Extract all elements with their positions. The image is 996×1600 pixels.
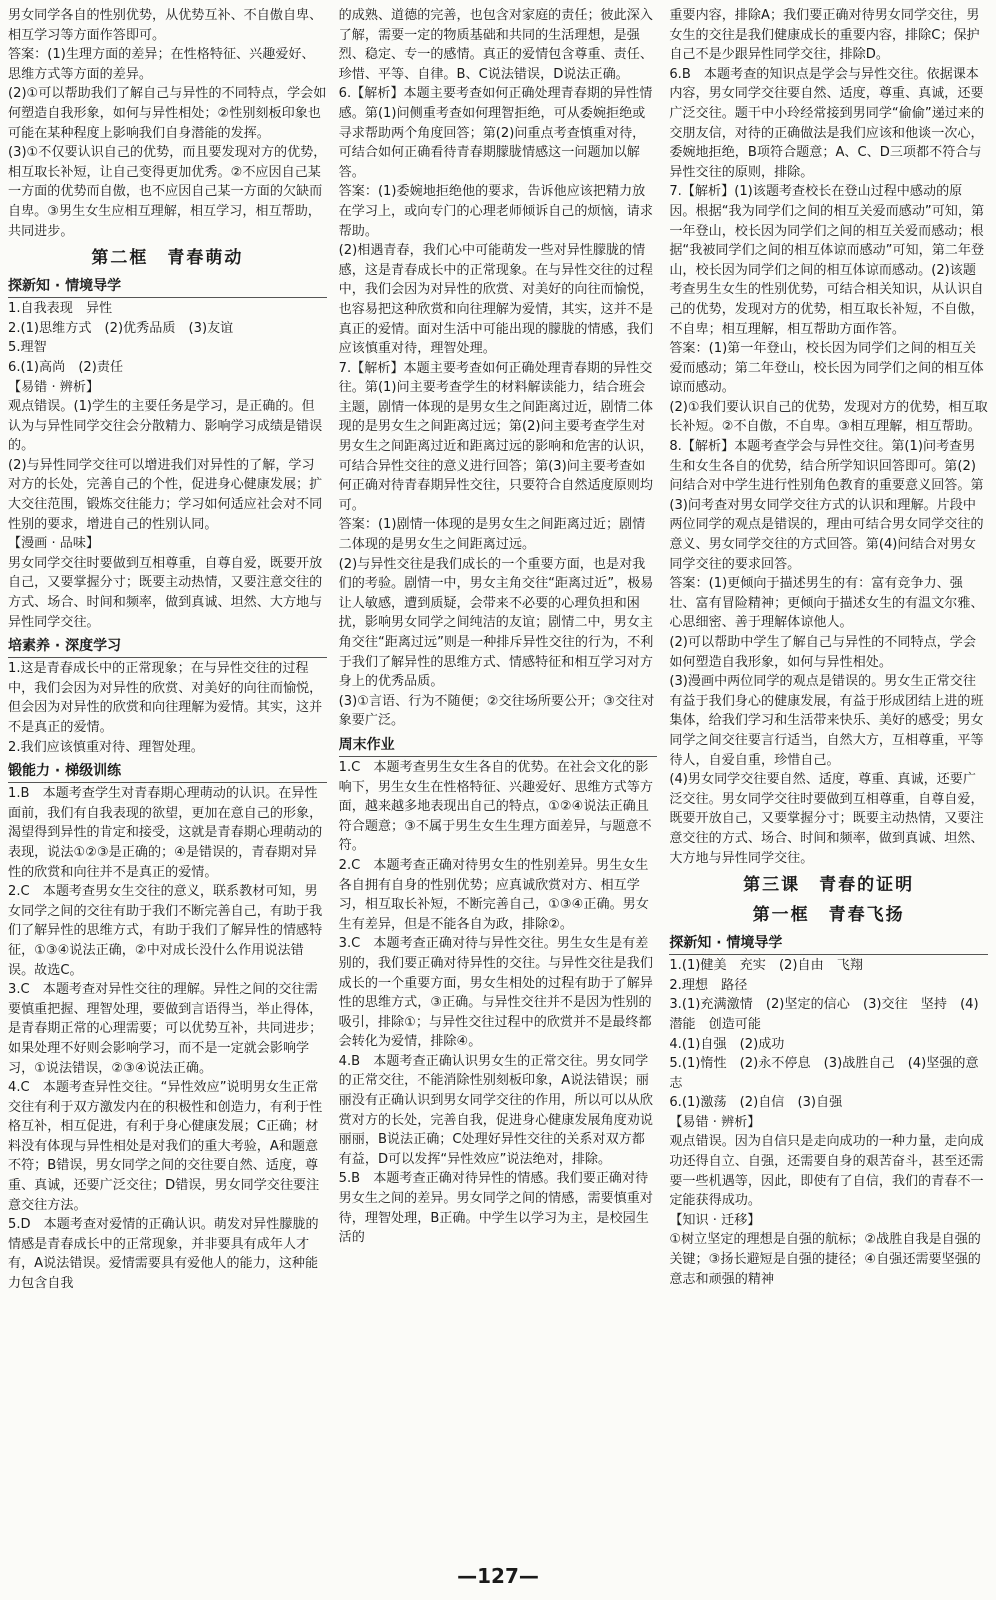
text-paragraph: (3)漫画中两位同学的观点是错误的。男女生正常交往有益于我们身心的健康发展，有益于形成团结上进的班集体，给我们学习和生活带来快乐、美好的感受；男女同学之间交往要言行适当，自然大方，互相尊重，平等待人，自爱自重，珍惜自己。: [669, 674, 984, 768]
text-paragraph: 1.自我表现 异性: [8, 301, 113, 317]
text-paragraph: 观点错误。(1)学生的主要任务是学习，是正确的。但认为与异性同学交往会分散精力、影响学习成绩是错误的。: [8, 399, 323, 454]
text-paragraph: (2)与异性交往是我们成长的一个重要方面，也是对我们的考验。剧情一中，男女主角交往“距离过近”，极易让人敏感，遭到质疑，会带来不必要的心理负担和困扰，影响男女同学之间纯洁的友谊；剧情二中，男女主角交往“距离过远”则是一种排斥异性交往的行为，不利于我们了解异性的思维方式、情感特征和相互学习对方身上的优秀品质。: [338, 556, 654, 690]
text-paragraph: 重要内容，排除A；我们要正确对待男女同学交往，男女生的交往是我们健康成长的重要内容，排除C；保护自己不是少跟异性同学交往，排除D。: [669, 8, 980, 63]
text-paragraph: (2)可以帮助中学生了解自己与异性的不同特点，学会如何塑造自我形象，如何与异性相处。: [669, 635, 976, 670]
answer-item: 6.【解析】本题主要考查如何正确处理青春期的异性情感。第(1)问侧重考查如何理智拒绝，可从委婉拒绝或寻求帮助两个角度回答；第(2)问重点考查慎重对待，可结合如何正确看待青春期朦胧情感这一问题加以解答。: [338, 86, 653, 180]
text-paragraph: 2.我们应该慎重对待、理智处理。: [8, 739, 204, 755]
text-paragraph: 1.这是青春成长中的正常现象；在与异性交往的过程中，我们会因为对异性的欣赏、对美好的向往而愉悦，但会因为对异性的欣赏和向往理解为爱情。其实，这并不是真正的爱情。: [8, 661, 323, 735]
section-title: 第二框 青春萌动: [91, 248, 244, 269]
answer-item: 5.D 本题考查对爱情的正确认识。萌发对异性朦胧的情感是青春成长中的正常现象，并非要具有成年人才有，A说法错误。爱情需要具有爱他人的能力，这种能力包含自我: [8, 1217, 319, 1292]
subsection-heading: 周末作业: [339, 734, 658, 757]
answer-item: 4.B 本题考查正确认识男女生的正常交往。男女同学的正常交往，不能消除性别刻板印象，A说法错误；丽丽没有正确认识到男女同学交往的作用，所以可以从欣赏对方的长处，完善自我，促进身心健康发展角度劝说丽丽，B说法正确；C处理好异性交往的关系对双方都有益，D可以发挥“异性效应”说法绝对，排除。: [338, 1053, 653, 1167]
text-paragraph: (2)①可以帮助我们了解自己与异性的不同特点，学会如何塑造自我形象，如何与异性相处；②性别刻板印象也可能在某种程度上影响我们自身潜能的发挥。: [8, 86, 327, 141]
text-paragraph: 6.(1)高尚 (2)责任: [8, 359, 124, 375]
text-paragraph: (3)①言语、行为不随便；②交往场所要公开；③交往对象要广泛。: [338, 693, 655, 729]
text-paragraph: 【易错 · 辨析】: [8, 379, 100, 395]
text-paragraph: 男女同学各自的性别优势，从优势互补、不自傲自卑、相互学习等方面作答即可。: [8, 8, 323, 43]
answer-item: 7.【解析】本题主要考查如何正确处理青春期的异性交往。第(1)问主要考查学生的材料解读能力，结合班会主题，剧情一体现的是男女生之间距离过近，剧情二体现的是男女生之间距离过远；第(2)问主要考查学生对男女生之间距离过近和距离过远的影响和危害的认识，可结合异性交往的意义进行回答；第(3)问主要考查如何正确对待青春期异性交往，只要符合自然适度原则均可。: [338, 360, 653, 513]
answer-item: 6.B 本题考查的知识点是学会与异性交往。依据课本内容，男女同学交往要自然、适度，尊重、真诚，还要广泛交往。题干中小玲经常接到男同学“偷偷”递过来的交朋友信，对待的正确做法是我们应该和他谈一次心，委婉地拒绝，B项符合题意；A、C、D三项都不符合与异性交往的原则，排除。: [669, 66, 985, 180]
answer-item: 4.C 本题考查异性交往。“异性效应”说明男女生正常交往有利于双方激发内在的积极性和创造力，有利于性格互补，相互促进，有利于身心健康发展；C正确；材料没有体现与异性相处是对我们的重大考验，A和题意不符；B错误，男女同学之间的交往要自然、适度，尊重、真诚，还要广泛交往；D错误，男女同学交往要注意交往方法。: [8, 1080, 323, 1213]
text-paragraph: 【知识 · 迁移】: [669, 1212, 761, 1228]
answer-item: 7.【解析】(1)该题考查校长在登山过程中感动的原因。根据“我为同学们之间的相互关爱而感动”可知，第一年登山，校长因为同学们之间的相互关爱而感动；根据“我被同学们之间的相互体谅而感动”可知，第二年登山，校长因为同学们之间的相互体谅而感动。(2)该题考查男生女生的性别优势，可结合相关知识，从认识自己的优势，发现对方的优势，相互取长补短，不自傲，不自卑；相互理解，相互帮助方面作答。: [669, 184, 985, 337]
text-paragraph: 1.(1)健美 充实 (2)自由 飞翔: [669, 958, 863, 974]
answer-item: 1.B 本题考查学生对青春期心理萌动的认识。在异性面前，我们有自我表现的欲望，更加在意自己的形象，渴望得到异性的肯定和接受，这就是青春期心理萌动的表现，说法①②③是正确的；④是错误的，青春期对异性的欣赏和向往并不是真正的爱情。: [8, 786, 323, 880]
text-paragraph: (2)与异性同学交往可以增进我们对异性的了解，学习对方的长处，完善自己的个性，促进身心健康发展；扩大交往范围，锻炼交往能力；学习如何适应社会对不同性别的要求，增进自己的性别认同。: [8, 457, 323, 532]
text-paragraph: 2.(1)思维方式 (2)优秀品质 (3)友谊: [8, 320, 234, 336]
text-paragraph: (3)①不仅要认识自己的优势，而且要发现对方的优势，相互取长补短，让自己变得更加优秀。②不应因自己某一方面的优势而自傲，也不应因自己某一方面的欠缺而自卑。③男生女生应相互理解，相互学习，相互帮助，共同进步。: [8, 145, 327, 239]
text-paragraph: 答案：(1)更倾向于描述男生的有：富有竞争力、强壮、富有冒险精神；更倾向于描述女生的有温文尔雅、心思细密、善于理解体谅他人。: [669, 576, 984, 631]
text-paragraph: 答案：(1)委婉地拒绝他的要求，告诉他应该把精力放在学习上，或向专门的心理老师倾诉自己的烦恼，请求帮助。: [338, 184, 653, 239]
text-columns: [8, 6, 988, 1561]
section-title: 第三课 青春的证明: [743, 875, 915, 896]
text-paragraph: 3.(1)充满激情 (2)坚定的信心 (3)交往 坚持 (4)潜能 创造可能: [669, 997, 979, 1032]
text-paragraph: 男女同学交往时要做到互相尊重，自尊自爱，既要开放自己，又要掌握分寸；既要主动热情，又要注意交往的方式、场合、时间和频率，做到真诚、坦然、大方地与异性同学交往。: [8, 555, 323, 630]
column-middle: [339, 6, 658, 1561]
text-paragraph: 4.(1)自强 (2)成功: [669, 1036, 785, 1052]
column-right: [669, 6, 988, 1561]
text-paragraph: (2)相遇青春，我们心中可能萌发一些对异性朦胧的情感，这是青春成长中的正常现象。在与异性交往的过程中，我们会因为对异性的欣赏、对美好的向往而愉悦，也容易把这种欣赏和向往理解为爱情，其实，这并不是真正的爱情。面对生活中可能出现的朦胧的情感，我们应该慎重对待，理智处理。: [338, 243, 653, 357]
text-paragraph: 观点错误。因为自信只是走向成功的一种力量，走向成功还得自立、自强，还需要自身的艰苦奋斗，甚至还需要一些机遇等，因此，即使有了自信，我们的青春不一定能获得成功。: [669, 1134, 984, 1209]
answer-item: 3.C 本题考查正确对待与异性交往。男生女生是有差别的，我们要正确对待异性的交往。与异性交往是我们成长的一个重要方面，男女生相处的过程有助于了解异性的思维方式，③正确。与异性交往并不是因为性别的吸引，排除①；与异性交往过程中的欣赏并不是最终都会转化为爱情，排除④。: [338, 936, 653, 1050]
answer-item: 5.B 本题考查正确对待异性的情感。我们要正确对待男女生之间的差异。男女同学之间的情感，需要慎重对待，理智处理，B正确。中学生以学习为主，是校园生活的: [338, 1171, 653, 1246]
subsection-heading: 探新知 · 情境导学: [8, 275, 327, 298]
text-paragraph: 【易错 · 辨析】: [669, 1114, 761, 1130]
answer-item: 1.C 本题考查男生女生各自的优势。在社会文化的影响下，男生女生在性格特征、兴趣爱好、思维方式等方面，越来越多地表现出自己的特点，①②④说法正确且符合题意；③不属于男生女生生理方面差异，与题意不符。: [338, 759, 653, 854]
answer-item: 2.C 本题考查正确对待男女生的性别差异。男生女生各自拥有自身的性别优势；应真诚欣赏对方、相互学习，相互取长补短，不断完善自己，①③④正确。男女生有差异，但是不能各自为政，排除②。: [338, 857, 649, 932]
section-title: 第一框 青春飞扬: [752, 905, 905, 926]
answer-item: 8.【解析】本题考查学会与异性交往。第(1)问考查男生和女生各自的优势，结合所学知识回答即可。第(2)问结合对中学生进行性别角色教育的重要意义回答。第(3)问考查对男女同学交往方式的认识和理解。片段中两位同学的观点是错误的，理由可结合男女同学交往的意义、男女同学交往的方式回答。第(4)问结合对男女同学交往的要求回答。: [669, 439, 984, 572]
text-paragraph: (4)男女同学交往要自然、适度，尊重、真诚，还要广泛交往。男女同学交往时要做到互相尊重，自尊自爱，既要开放自己，又要掌握分寸；既要主动热情，又要注意交往的方式、场合、时间和频率，做到真诚、坦然、大方地与异性同学交往。: [669, 772, 984, 866]
answer-item: 2.C 本题考查男女生交往的意义，联系教材可知，男女同学之间的交往有助于我们不断完善自己，有助于我们了解异性的思维方式，有助于我们了解异性的情感特征，①③④说法正确，②中对成长没什么作用说法错误。故选C。: [8, 884, 323, 978]
text-paragraph: 5.理智: [8, 340, 47, 356]
subsection-heading: 培素养 · 深度学习: [8, 635, 327, 658]
answer-item: 3.C 本题考查对异性交往的理解。异性之间的交往需要慎重把握、理智处理，要做到言语得当，举止得体，是青春期正常的心理需要；可以优势互补，共同进步；如果处理不好则会影响学习，而不是一定就会影响学习，①说法错误，②③④说法正确。: [8, 982, 323, 1076]
text-paragraph: 的成熟、道德的完善，也包含对家庭的责任；彼此深入了解，需要一定的物质基础和共同的生活理想，是强烈、稳定、专一的感情。真正的爱情包含尊重、责任、珍惜、平等、自律。B、C说法错误，D说法正确。: [338, 8, 653, 82]
text-paragraph: 答案：(1)剧情一体现的是男女生之间距离过近；剧情二体现的是男女生之间距离过远。: [338, 517, 646, 553]
page-number: —127—: [457, 1564, 539, 1588]
text-paragraph: 5.(1)惰性 (2)永不停息 (3)战胜自己 (4)坚强的意志: [669, 1056, 979, 1091]
text-paragraph: 2.理想 路径: [669, 977, 748, 993]
subsection-heading: 探新知 · 情境导学: [669, 932, 988, 955]
column-left: [8, 6, 327, 1561]
text-paragraph: 【漫画 · 品味】: [8, 536, 100, 552]
text-paragraph: (2)①我们要认识自己的优势，发现对方的优势，相互取长补短。②不自傲，不自卑。③相互理解，相互帮助。: [669, 399, 988, 435]
subsection-heading: 锻能力 · 梯级训练: [8, 760, 327, 783]
text-paragraph: 答案：(1)生理方面的差异；在性格特征、兴趣爱好、思维方式等方面的差异。: [8, 47, 315, 82]
text-paragraph: 答案：(1)第一年登山，校长因为同学们之间的相互关爱而感动；第二年登山，校长因为同学们之间的相互体谅而感动。: [669, 341, 984, 396]
text-paragraph: ①树立坚定的理想是自强的航标；②战胜自我是自强的关键；③扬长避短是自强的捷径；④自强还需要坚强的意志和顽强的精神: [669, 1232, 981, 1287]
text-paragraph: 6.(1)激荡 (2)自信 (3)自强: [669, 1095, 843, 1111]
